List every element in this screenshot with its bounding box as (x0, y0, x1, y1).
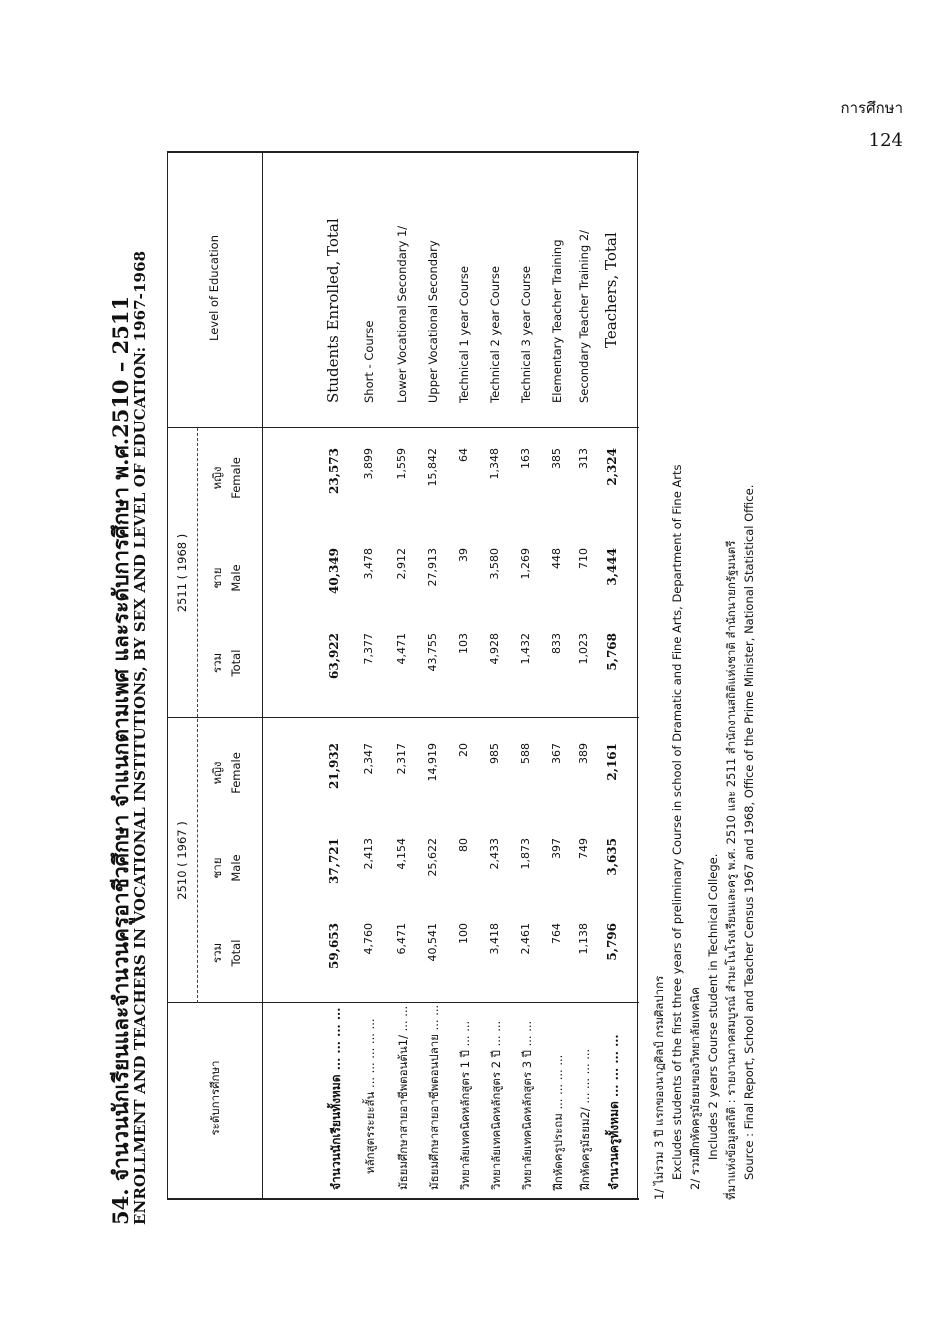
cell-value: 37,721 (327, 838, 341, 884)
cell-value: 2,324 (605, 448, 619, 486)
col-divider (167, 717, 639, 718)
col-divider (167, 1002, 639, 1003)
cell-value: 4,154 (395, 838, 408, 870)
row-label-thai: หลักสูตรระยะสั้น ... ... ... ... ... (363, 1018, 377, 1174)
page-number: 124 (868, 130, 903, 151)
row-label-english: Elementary Teacher Training (550, 239, 564, 403)
source-thai: ที่มาแห่งข้อมูลสถิติ : รายงานภาคสมบูรณ์ สำมะโนโรงเรียนและครู พ.ศ. 2510 และ 2511 สำนักงานสถิติแห่งชาติ สำนักนายกรัฐมนตรี (724, 540, 738, 1200)
cell-value: 163 (519, 448, 532, 469)
cell-value: 59,653 (327, 923, 341, 969)
sub-header-thai: รวม (210, 652, 224, 674)
cell-value: 21,932 (327, 743, 341, 789)
cell-value: 3,635 (605, 838, 619, 876)
row-label-thai: วิทยาลัยเทคนิคหลักสูตร 3 ปี ... ... (520, 1020, 534, 1190)
cell-value: 64 (457, 448, 470, 462)
year-2511-header: 2511 ( 1968 ) (175, 533, 189, 613)
cell-value: 27,913 (426, 548, 439, 587)
cell-value: 764 (550, 923, 563, 944)
cell-value: 7,377 (362, 633, 375, 665)
cell-value: 3,418 (488, 923, 501, 955)
level-header-english: Level of Education (207, 235, 221, 342)
sub-header-thai: หญิง (210, 466, 224, 490)
row-label-thai: ฝึกหัดครูประถม ... ... ... ... (551, 1054, 565, 1190)
sub-header-english: Total (229, 939, 243, 967)
cell-value: 1,269 (519, 548, 532, 580)
cell-value: 3,478 (362, 548, 375, 580)
cell-value: 1,559 (395, 448, 408, 480)
row-label-thai: ฝึกหัดครูมัธยม2/ ... ... ... ... (578, 1048, 592, 1190)
row-label-english: Technical 3 year Course (519, 266, 533, 403)
cell-value: 385 (550, 448, 563, 469)
row-label-english: Short - Course (362, 320, 376, 403)
footnote-2-thai: 2/ รวมฝึกหัดครูมัธยมของวิทยาลัยเทคนิค (688, 987, 702, 1190)
cell-value: 1,348 (488, 448, 501, 480)
sub-header-thai: ชาย (210, 567, 224, 589)
footnote-2-english: Includes 2 years Course student in Technical College. (706, 853, 720, 1160)
cell-value: 710 (577, 548, 590, 569)
cell-value: 40,541 (426, 923, 439, 962)
cell-value: 3,899 (362, 448, 375, 480)
cell-value: 4,471 (395, 633, 408, 665)
cell-value: 25,622 (426, 838, 439, 877)
cell-value: 40,349 (327, 548, 341, 594)
table-header-rule (262, 153, 263, 1198)
data-table (167, 151, 639, 1200)
cell-value: 5,796 (605, 923, 619, 961)
cell-value: 39 (457, 548, 470, 562)
row-label-english: Teachers, Total (602, 232, 620, 348)
cell-value: 103 (457, 633, 470, 654)
sub-header-english: Male (229, 854, 243, 882)
cell-value: 5,768 (605, 633, 619, 671)
cell-value: 2,413 (362, 838, 375, 870)
cell-value: 80 (457, 838, 470, 852)
row-label-english: Technical 2 year Course (488, 266, 502, 403)
cell-value: 14,919 (426, 743, 439, 782)
row-label-thai: จำนวนครูทั้งหมด ... ... ... ... (607, 1034, 621, 1190)
year-2510-header: 2510 ( 1967 ) (175, 821, 189, 900)
row-label-thai: มัธยมศึกษาสายอาชีพตอนต้น1/ ... ... (396, 1005, 410, 1190)
cell-value: 1,023 (577, 633, 590, 665)
cell-value: 3,580 (488, 548, 501, 580)
row-label-english: Technical 1 year Course (457, 266, 471, 403)
source-english: Source : Final Report, School and Teacher Census 1967 and 1968, Office of the Prime Minister, National Statistical Office. (742, 484, 756, 1180)
cell-value: 367 (550, 743, 563, 764)
cell-value: 2,347 (362, 743, 375, 775)
cell-value: 3,444 (605, 548, 619, 586)
cell-value: 20 (457, 743, 470, 757)
cell-value: 588 (519, 743, 532, 764)
row-label-thai: มัธยมศึกษาสายอาชีพตอนปลาย ... ... (427, 1004, 441, 1190)
footnotes (650, 464, 758, 1200)
cell-value: 2,161 (605, 743, 619, 781)
chapter-header: การศึกษา (840, 99, 903, 117)
cell-value: 2,461 (519, 923, 532, 955)
cell-value: 100 (457, 923, 470, 944)
title-english: ENROLLMENT AND TEACHERS IN VOCATIONAL INSTITUTIONS, BY SEX AND LEVEL OF EDUCATION: 1967-1968 (131, 250, 149, 1225)
row-label-english: Secondary Teacher Training 2/ (577, 229, 591, 403)
year-rule (197, 428, 198, 1003)
sub-header-thai: ชาย (210, 857, 224, 879)
sub-header-thai: รวม (210, 942, 224, 964)
row-label-thai: จำนวนนักเรียนทั้งหมด ... ... ... ... (329, 1007, 343, 1190)
sub-header-english: Male (229, 564, 243, 592)
sub-header-english: Female (229, 457, 243, 499)
cell-value: 389 (577, 743, 590, 764)
cell-value: 15,842 (426, 448, 439, 487)
row-label-thai: วิทยาลัยเทคนิคหลักสูตร 2 ปี ... ... (489, 1020, 503, 1190)
row-label-english: Students Enrolled, Total (324, 218, 342, 403)
cell-value: 833 (550, 633, 563, 654)
cell-value: 2,433 (488, 838, 501, 870)
table-top-rule (167, 153, 168, 1198)
cell-value: 448 (550, 548, 563, 569)
rotated-content (105, 150, 835, 1225)
cell-value: 1,873 (519, 838, 532, 870)
row-label-english: Lower Vocational Secondary 1/ (395, 225, 409, 403)
cell-value: 63,922 (327, 633, 341, 679)
cell-value: 23,573 (327, 448, 341, 494)
row-label-thai: วิทยาลัยเทคนิคหลักสูตร 1 ปี ... ... (458, 1020, 472, 1190)
cell-value: 2,317 (395, 743, 408, 775)
cell-value: 4,760 (362, 923, 375, 955)
cell-value: 313 (577, 448, 590, 469)
sub-header-thai: หญิง (210, 761, 224, 785)
cell-value: 4,928 (488, 633, 501, 665)
cell-value: 6,471 (395, 923, 408, 955)
cell-value: 2,912 (395, 548, 408, 580)
footnote-1-english: Excludes students of the first three years of preliminary Course in school of Dramatic and Fine Arts, Department of Fine Arts (670, 464, 684, 1180)
cell-value: 1,432 (519, 633, 532, 665)
title-thai: 54. จำนวนนักเรียนและจำนวนครูอาชีวศึกษา จำแนกตามเพศ และระดับการศึกษา พ.ศ.2510 – 2511 (108, 295, 133, 1225)
col-divider (167, 427, 639, 428)
cell-value: 1,138 (577, 923, 590, 955)
sub-header-english: Female (229, 752, 243, 794)
cell-value: 985 (488, 743, 501, 764)
footnote-1-thai: 1/ ไม่รวม 3 ปี แรกของนาฏศิลป์ กรมศิลปากร (652, 975, 666, 1200)
cell-value: 43,755 (426, 633, 439, 672)
cell-value: 749 (577, 838, 590, 859)
level-header-thai: ระดับการศึกษา (208, 1060, 222, 1136)
cell-value: 397 (550, 838, 563, 859)
table-bottom-rule (637, 153, 638, 1198)
sub-header-english: Total (229, 649, 243, 677)
row-label-english: Upper Vocational Secondary (426, 240, 440, 403)
